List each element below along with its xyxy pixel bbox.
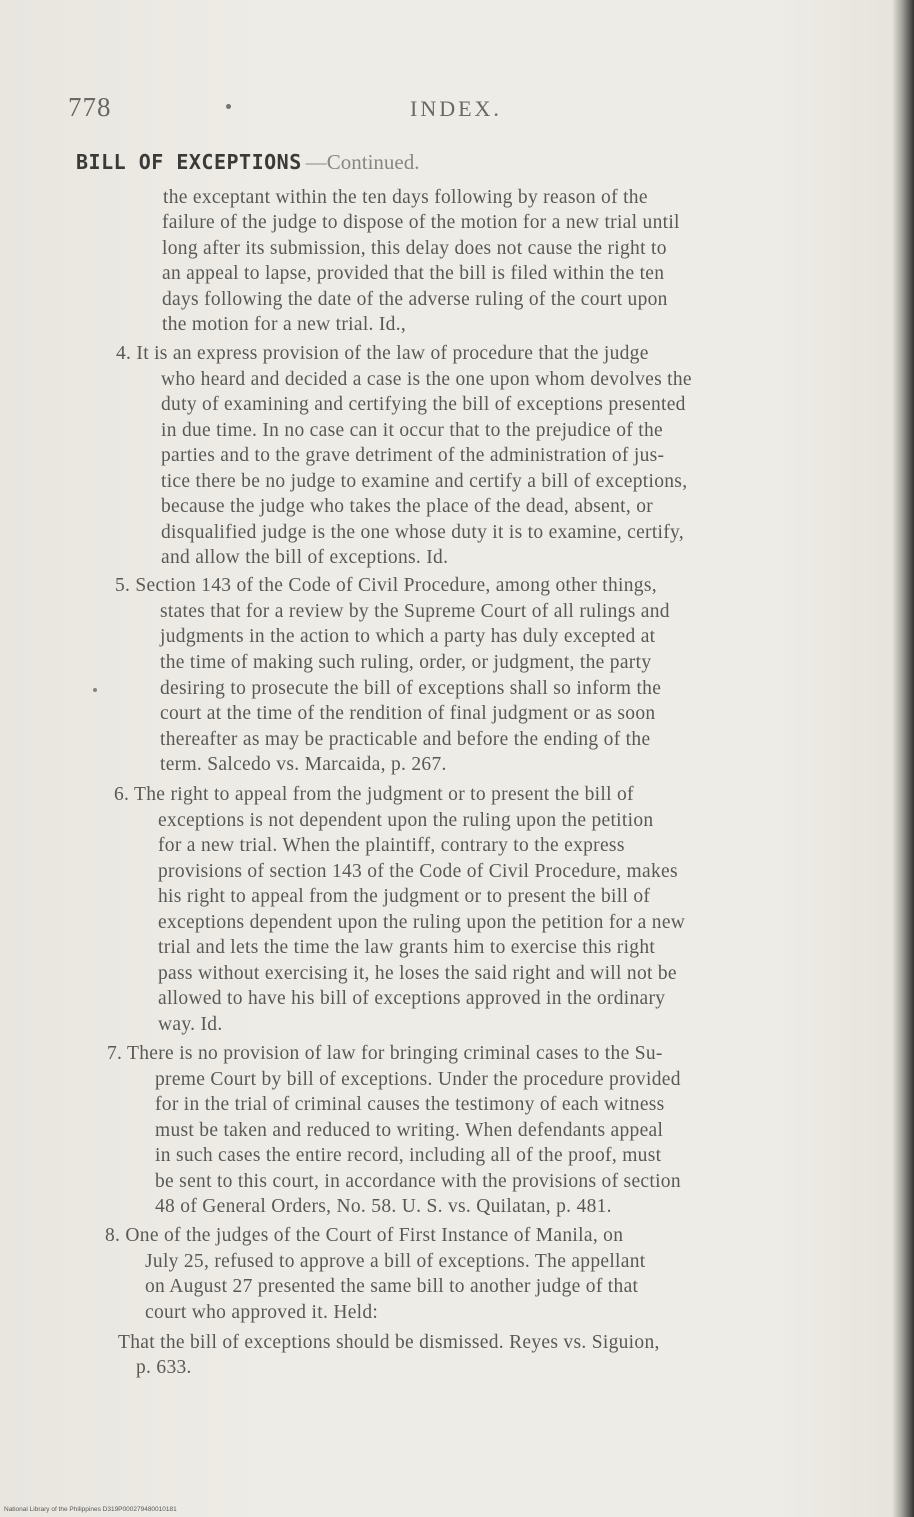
heading-title: BILL OF EXCEPTIONS	[76, 150, 302, 174]
running-head: INDEX.	[410, 96, 502, 121]
text-line: duty of examining and certifying the bill of exceptions presented	[161, 394, 686, 415]
margin-speck	[93, 688, 97, 692]
text-line: exceptions dependent upon the ruling upon the petition for a new	[158, 912, 686, 933]
text-line: the exceptant within the ten days following by reason of the	[163, 187, 648, 208]
text-line: 48 of General Orders, No. 58. U. S. vs. Quilatan, p. 481.	[155, 1196, 612, 1217]
text-line: 4. It is an express provision of the law of procedure that the judge	[116, 343, 649, 364]
text-line: for a new trial. When the plaintiff, contrary to the express	[158, 835, 625, 856]
text-line: because the judge who takes the place of the dead, absent, or	[161, 496, 654, 517]
text-line: and allow the bill of exceptions. Id.	[161, 547, 449, 568]
text-line: way. Id.	[158, 1014, 223, 1035]
text-line: days following the date of the adverse ruling of the court upon	[162, 289, 668, 310]
text-line: be sent to this court, in accordance with the provisions of section	[155, 1171, 681, 1192]
text-line: exceptions is not dependent upon the ruling upon the petition	[158, 810, 654, 831]
text-line: p. 633.	[136, 1357, 192, 1378]
text-line: long after its submission, this delay does not cause the right to	[162, 238, 667, 259]
text-line: in such cases the entire record, including all of the proof, must	[155, 1145, 662, 1166]
text-line: must be taken and reduced to writing. When defendants appeal	[155, 1120, 664, 1141]
text-line: the motion for a new trial. Id.,	[162, 314, 407, 335]
text-line: allowed to have his bill of exceptions approved in the ordinary	[158, 988, 666, 1009]
text-line: 7. There is no provision of law for bringing criminal cases to the Su-	[107, 1043, 663, 1064]
text-line: judgments in the action to which a party has duly excepted at	[160, 626, 656, 647]
text-line: court at the time of the rendition of final judgment or as soon	[160, 703, 656, 724]
text-line: in due time. In no case can it occur that to the prejudice of the	[161, 420, 663, 441]
text-line: court who approved it. Held:	[145, 1302, 379, 1323]
page-number: 778	[68, 92, 112, 122]
text-line: an appeal to lapse, provided that the bill is filed within the ten	[162, 263, 665, 284]
scan-source-footer: National Library of the Philippines D319P000279480010181	[4, 1506, 177, 1513]
text-line: the time of making such ruling, order, or judgment, the party	[160, 652, 652, 673]
text-line: tice there be no judge to examine and certify a bill of exceptions,	[161, 471, 688, 492]
text-line: on August 27 presented the same bill to another judge of that	[145, 1276, 639, 1297]
text-line: pass without exercising it, he loses the said right and will not be	[158, 963, 677, 984]
text-line: failure of the judge to dispose of the motion for a new trial until	[162, 212, 680, 233]
text-line: parties and to the grave detriment of the administration of jus-	[161, 445, 665, 466]
heading-continued: —Continued.	[305, 150, 420, 174]
text-line: July 25, refused to approve a bill of exceptions. The appellant	[145, 1251, 646, 1272]
text-line: provisions of section 143 of the Code of Civil Procedure, makes	[158, 861, 678, 882]
text-line: 5. Section 143 of the Code of Civil Procedure, among other things,	[115, 575, 657, 596]
text-line: 6. The right to appeal from the judgment or to present the bill of	[114, 784, 634, 805]
text-line: his right to appeal from the judgment or to present the bill of	[158, 886, 651, 907]
text-line: for in the trial of criminal causes the testimony of each witness	[155, 1094, 665, 1115]
text-line: term. Salcedo vs. Marcaida, p. 267.	[160, 754, 447, 775]
text-line: states that for a review by the Supreme Court of all rulings and	[160, 601, 670, 622]
text-line: disqualified judge is the one whose duty it is to examine, certify,	[161, 522, 685, 543]
text-line: desiring to prosecute the bill of exceptions shall so inform the	[160, 678, 662, 699]
text-line: who heard and decided a case is the one upon whom devolves the	[161, 369, 692, 390]
text-line: trial and lets the time the law grants him to exercise this right	[158, 937, 656, 958]
text-line: preme Court by bill of exceptions. Under the procedure provided	[155, 1069, 681, 1090]
text-line: That the bill of exceptions should be dismissed. Reyes vs. Siguion,	[118, 1332, 660, 1353]
text-line: 8. One of the judges of the Court of First Instance of Manila, on	[105, 1225, 624, 1246]
text-line: thereafter as may be practicable and before the ending of the	[160, 729, 651, 750]
